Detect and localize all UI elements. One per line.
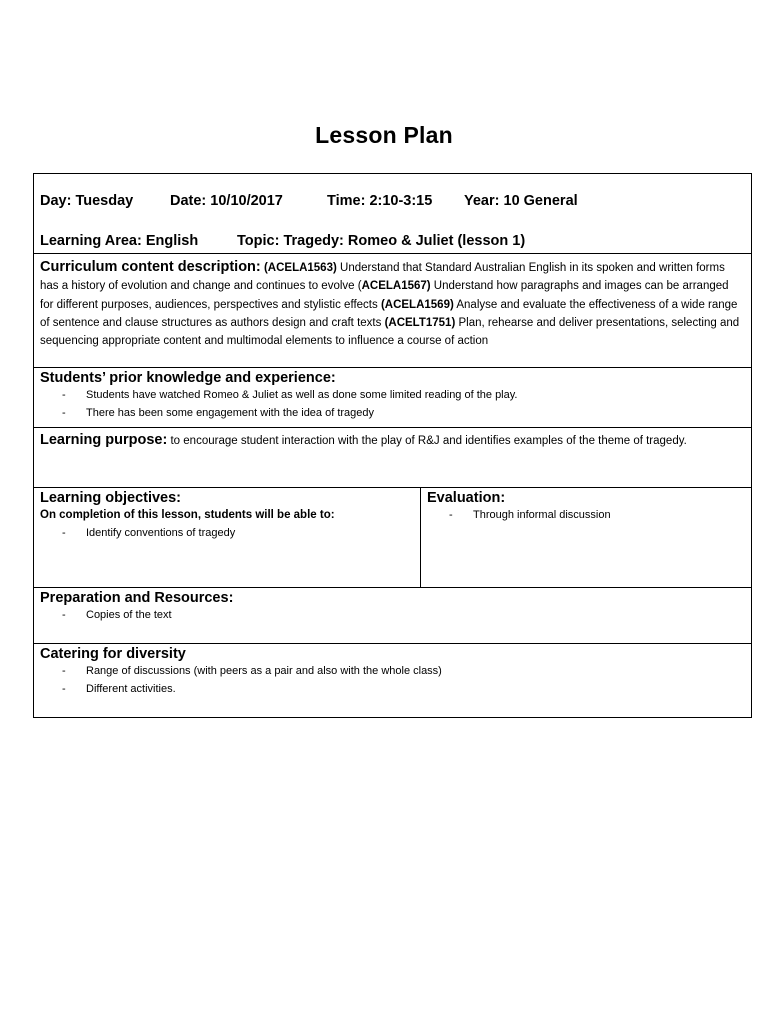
list-item: - There has been some engagement with the idea of tragedy bbox=[62, 404, 745, 422]
preparation-section bbox=[34, 588, 751, 644]
list-item: - Identify conventions of tragedy bbox=[62, 524, 414, 542]
lesson-details-row bbox=[34, 174, 751, 254]
learning-purpose-body: to encourage student interaction with the play of R&J and identifies examples of the theme of tragedy. bbox=[167, 435, 687, 447]
curriculum-text: Analyse and evaluate the effectiveness of a wide range of sentence and clause structures as authors design and craft texts bbox=[40, 298, 738, 329]
curriculum-description bbox=[40, 258, 745, 350]
learning-objectives-heading: Learning objectives: bbox=[40, 490, 182, 506]
diversity-heading: Catering for diversity bbox=[40, 646, 186, 662]
prior-knowledge-heading: Students’ prior knowledge and experience: bbox=[40, 370, 336, 386]
objectives-subheading: On completion of this lesson, students will be able to: bbox=[40, 509, 335, 521]
topic-field: Topic: Tragedy: Romeo & Juliet (lesson 1) bbox=[237, 233, 526, 249]
preparation-heading: Preparation and Resources: bbox=[40, 590, 234, 606]
learning-objectives-section bbox=[34, 488, 421, 587]
learning-purpose-text bbox=[40, 430, 745, 451]
learning-purpose-section bbox=[34, 428, 751, 488]
objectives-list bbox=[40, 524, 414, 542]
diversity-section bbox=[34, 644, 751, 717]
curriculum-code: ACELA1567) bbox=[361, 280, 431, 293]
day-field: Day: Tuesday bbox=[40, 193, 134, 209]
evaluation-section bbox=[421, 488, 751, 587]
learning-purpose-heading: Learning purpose: bbox=[40, 432, 168, 448]
preparation-list bbox=[40, 606, 745, 624]
list-item: - Through informal discussion bbox=[449, 506, 745, 524]
curriculum-heading: Curriculum content description: bbox=[40, 259, 261, 275]
list-item: - Students have watched Romeo & Juliet as well as done some limited reading of the play. bbox=[62, 386, 745, 404]
curriculum-code: (ACELT1751) bbox=[384, 316, 456, 329]
curriculum-text: Plan, rehearse and deliver presentations, selecting and sequencing appropriate content and multimodal elements to influence a course of action bbox=[40, 316, 740, 348]
evaluation-list bbox=[427, 506, 745, 524]
lesson-plan-table bbox=[33, 173, 752, 718]
list-item: - Range of discussions (with peers as a pair and also with the whole class) bbox=[62, 662, 745, 680]
time-field: Time: 2:10-3:15 bbox=[327, 193, 433, 209]
lesson-details-line bbox=[40, 193, 578, 209]
prior-knowledge-section bbox=[34, 368, 751, 428]
list-item: - Different activities. bbox=[62, 680, 745, 698]
objectives-evaluation-row bbox=[34, 488, 751, 588]
learning-area-field: Learning Area: English bbox=[40, 233, 199, 249]
learning-area-line bbox=[40, 233, 525, 249]
curriculum-text: Understand that Standard Australian English in its spoken and written forms has a history of evolution and change and continues to evolve ( bbox=[40, 262, 725, 293]
year-field: Year: 10 General bbox=[464, 193, 578, 209]
list-item: - Copies of the text bbox=[62, 606, 745, 624]
prior-knowledge-list bbox=[40, 386, 745, 422]
curriculum-section bbox=[34, 254, 751, 368]
curriculum-text: Understand how paragraphs and images can be arranged for different purposes, audiences, perspectives and stylistic effects bbox=[40, 280, 729, 311]
diversity-list bbox=[40, 662, 745, 698]
date-field: Date: 10/10/2017 bbox=[170, 193, 283, 209]
page-title: Lesson Plan bbox=[315, 122, 453, 148]
evaluation-heading: Evaluation: bbox=[427, 490, 506, 506]
curriculum-code: (ACELA1569) bbox=[380, 298, 454, 311]
curriculum-code: (ACELA1563) bbox=[263, 262, 337, 274]
